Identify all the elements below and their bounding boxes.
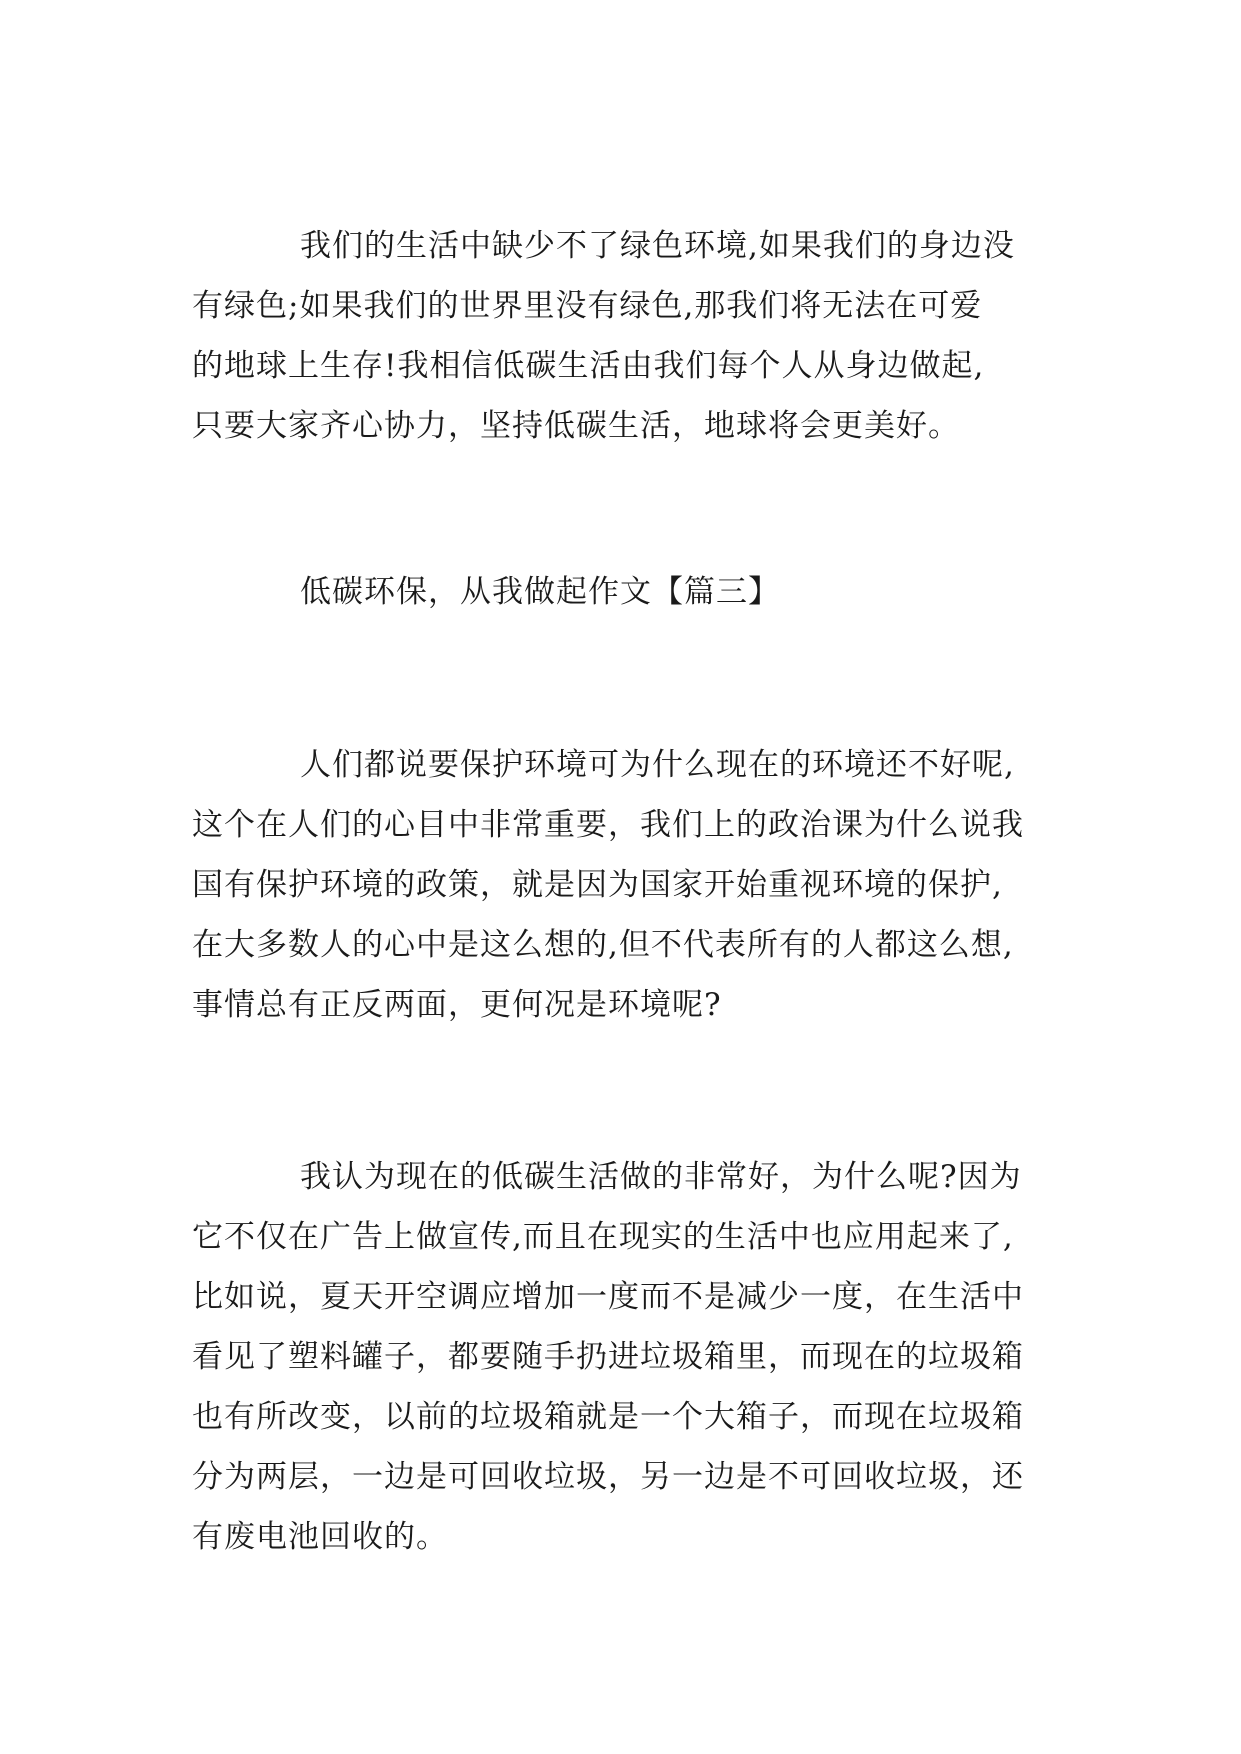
paragraph-line: 事情总有正反两面，更何况是环境呢? <box>192 987 722 1023</box>
paragraph-line: 它不仅在广告上做宣传,而且在现实的生活中也应用起来了, <box>192 1219 1014 1255</box>
paragraph-line: 只要大家齐心协力，坚持低碳生活，地球将会更美好。 <box>192 408 960 444</box>
paragraph-line: 有绿色;如果我们的世界里没有绿色,那我们将无法在可爱 <box>192 288 983 324</box>
paragraph-line: 也有所改变，以前的垃圾箱就是一个大箱子，而现在垃圾箱 <box>192 1399 1024 1435</box>
paragraph-2 <box>192 735 1052 1035</box>
paragraph-line: 在大多数人的心中是这么想的,但不代表所有的人都这么想, <box>192 927 1014 963</box>
paragraph-line: 我们的生活中缺少不了绿色环境,如果我们的身边没 <box>300 228 1015 264</box>
paragraph-line: 分为两层，一边是可回收垃圾，另一边是不可回收垃圾，还 <box>192 1459 1024 1495</box>
paragraph-line: 的地球上生存!我相信低碳生活由我们每个人从身边做起, <box>192 348 985 384</box>
section-heading: 低碳环保，从我做起作文【篇三】 <box>300 574 780 610</box>
paragraph-line: 有废电池回收的。 <box>192 1519 448 1555</box>
paragraph-line: 人们都说要保护环境可为什么现在的环境还不好呢, <box>300 747 1015 783</box>
paragraph-1 <box>192 216 1052 456</box>
paragraph-line: 看见了塑料罐子，都要随手扔进垃圾箱里，而现在的垃圾箱 <box>192 1339 1024 1375</box>
paragraph-line: 比如说，夏天开空调应增加一度而不是减少一度，在生活中 <box>192 1279 1024 1315</box>
paragraph-3 <box>192 1147 1052 1567</box>
paragraph-line: 这个在人们的心目中非常重要，我们上的政治课为什么说我 <box>192 807 1024 843</box>
paragraph-line: 国有保护环境的政策，就是因为国家开始重视环境的保护, <box>192 867 1003 903</box>
paragraph-line: 我认为现在的低碳生活做的非常好，为什么呢?因为 <box>300 1159 1022 1195</box>
